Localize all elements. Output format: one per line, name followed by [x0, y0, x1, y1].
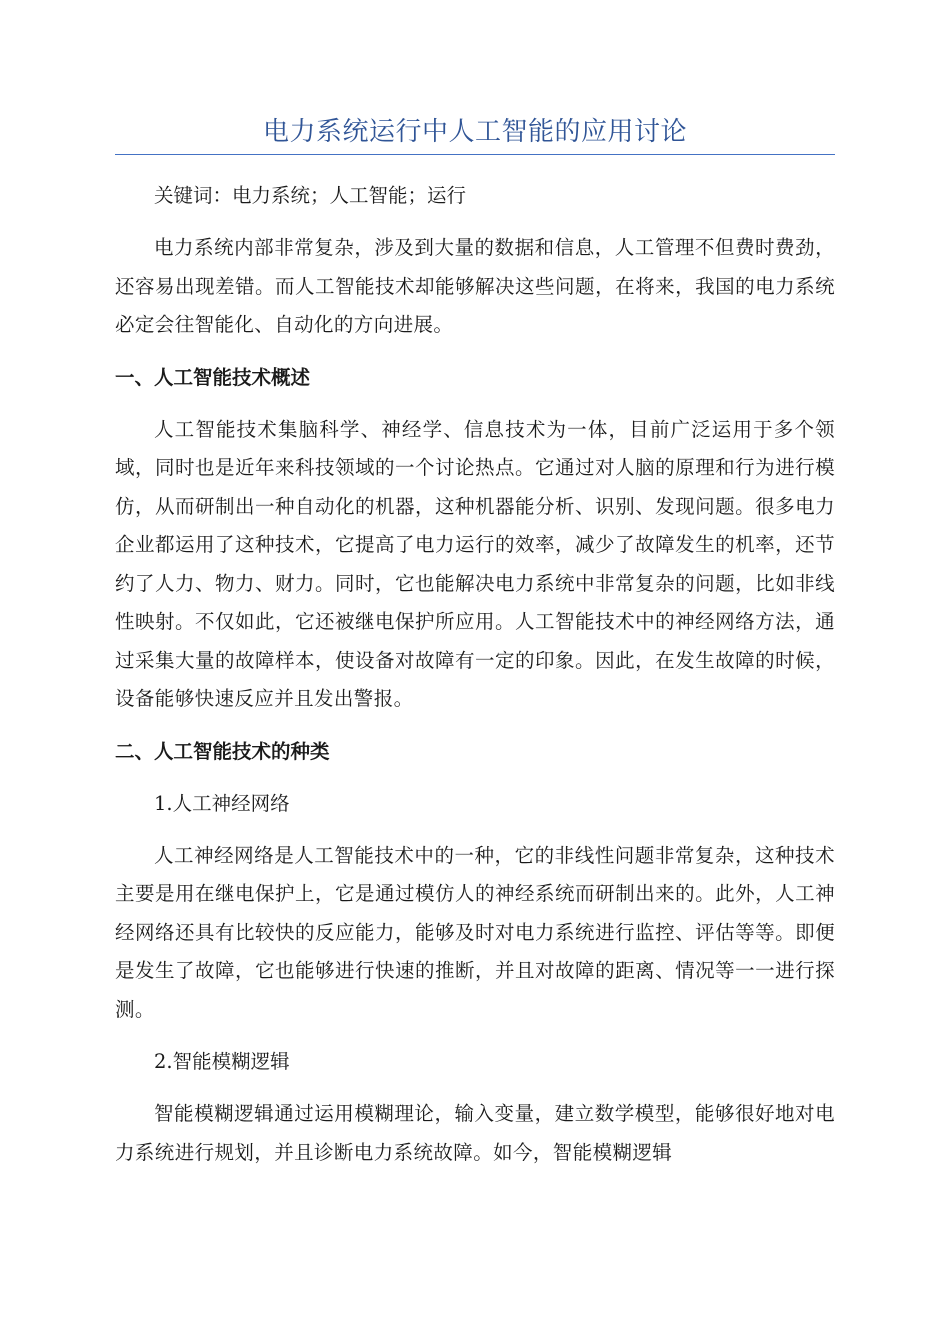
overview-paragraph: 人工智能技术集脑科学、神经学、信息技术为一体，目前广泛运用于多个领域，同时也是近年来科技领域的一个讨论热点。它通过对人脑的原理和行为进行模仿，从而研制出一种自动化的机器，这种机器能分析、识别、发现问题。很多电力企业都运用了这种技术，它提高了电力运行的效率，减少了故障发生的机率，还节约了人力、物力、财力。同时，它也能解决电力系统中非常复杂的问题，比如非线性映射。不仅如此，它还被继电保护所应用。人工智能技术中的神经网络方法，通过采集大量的故障样本，使设备对故障有一定的印象。因此，在发生故障的时候，设备能够快速反应并且发出警报。	[115, 417, 835, 710]
document-title: 电力系统运行中人工智能的应用讨论	[115, 112, 835, 155]
keywords-line: 关键词：电力系统；人工智能；运行	[154, 184, 467, 207]
neural-network-paragraph: 人工神经网络是人工智能技术中的一种，它的非线性问题非常复杂，这种技术主要是用在继电保护上，它是通过模仿人的神经系统而研制出来的。此外，人工神经网络还具有比较快的反应能力，能够及时对电力系统进行监控、评估等等。即便是发生了故障，它也能够进行快速的推断，并且对故障的距离、情况等一一进行探测。	[115, 843, 835, 1021]
fuzzy-logic-paragraph: 智能模糊逻辑通过运用模糊理论，输入变量，建立数学模型，能够很好地对电力系统进行规划，并且诊断电力系统故障。如今，智能模糊逻辑	[115, 1102, 835, 1164]
subheading-fuzzy-logic: 2.智能模糊逻辑	[154, 1050, 290, 1073]
subheading-neural-network: 1.人工神经网络	[154, 791, 290, 815]
section-heading-overview: 一、人工智能技术概述	[115, 365, 311, 389]
intro-paragraph: 电力系统内部非常复杂，涉及到大量的数据和信息，人工管理不但费时费劲，还容易出现差错。而人工智能技术却能够解决这些问题，在将来，我国的电力系统必定会往智能化、自动化的方向进展。	[115, 236, 835, 336]
section-heading-types: 二、人工智能技术的种类	[115, 739, 330, 763]
document-page	[115, 112, 835, 1172]
